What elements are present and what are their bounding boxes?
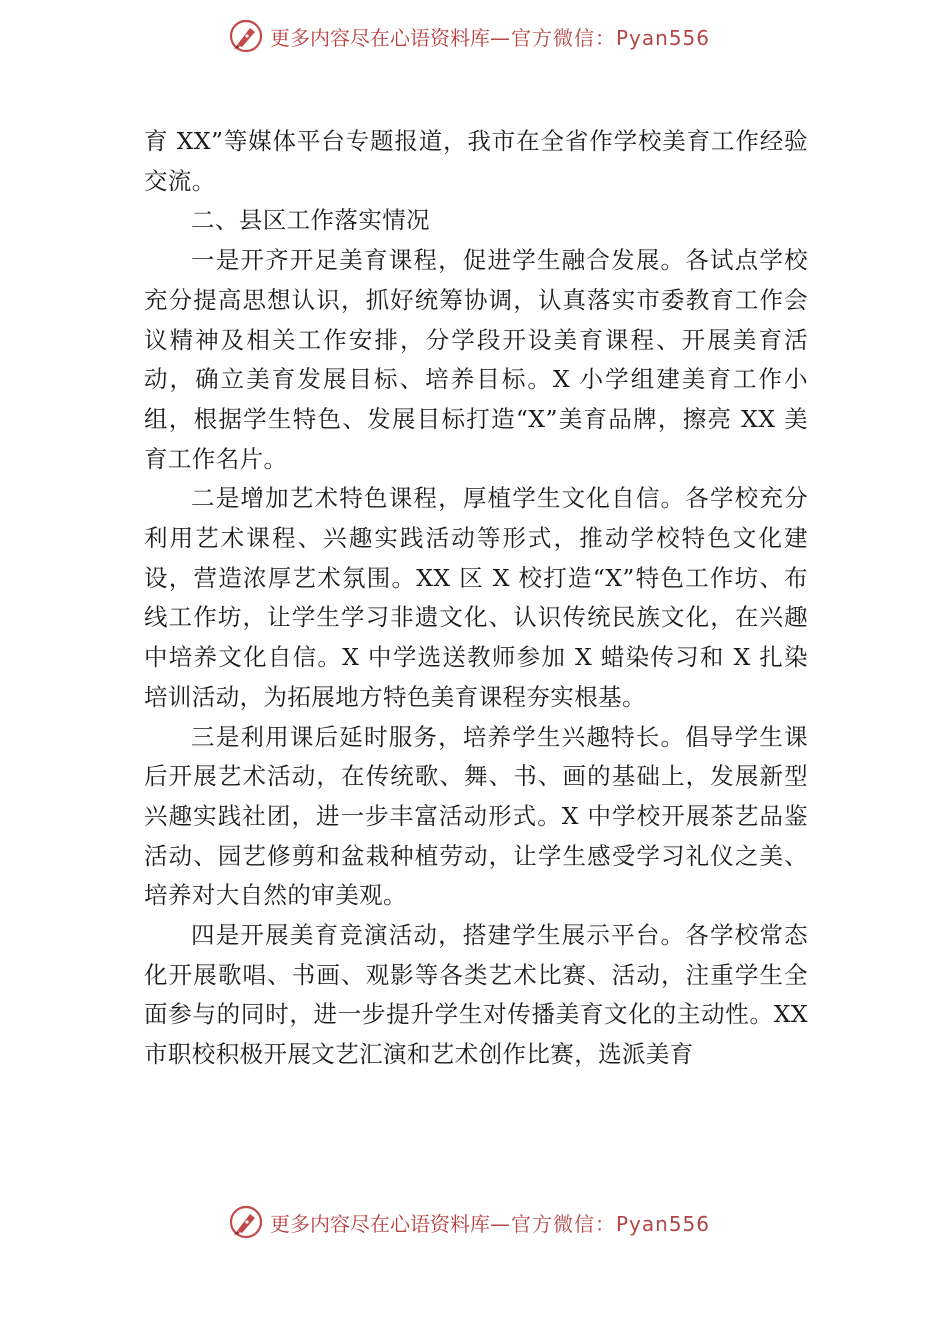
footer-watermark [228,1202,710,1242]
pen-nib-logo-icon [228,1204,264,1240]
paragraph: 一是开齐开足美育课程，促进学生融合发展。各试点学校充分提高思想认识，抓好统筹协调，认真落实市委教育工作会议精神及相关工作安排，分学段开设美育课程、开展美育活动，确立美育发展目标、培养目标。X 小学组建美育工作小组，根据学生特色、发展目标打造“X”美育品牌，擦亮 XX 美育工作名片。 [144,246,808,473]
paragraph: 三是利用课后延时服务，培养学生兴趣特长。倡导学生课后开展艺术活动，在传统歌、舞、书、画的基础上，发展新型兴趣实践社团，进一步丰富活动形式。X 中学校开展茶艺品鉴活动、园艺修剪和盆栽种植劳动，让学生感受学习礼仪之美、培养对大自然的审美观。 [144,722,808,910]
watermark-brand: 更多内容尽在心语资料库 [270,25,490,50]
watermark-contact: —官方微信：Pyan556 [490,1211,711,1236]
pen-nib-logo-icon [228,18,264,54]
section-heading: 二、县区工作落实情况 [191,206,430,235]
paragraph: 育 XX”等媒体平台专题报道，我市在全省作学校美育工作经验交流。 [144,127,808,195]
watermark-contact: —官方微信：Pyan556 [490,25,711,50]
document-body [144,122,808,1075]
paragraph: 二是增加艺术特色课程，厚植学生文化自信。各学校充分利用艺术课程、兴趣实践活动等形式，推动学校特色文化建设，营造浓厚艺术氛围。XX 区 X 校打造“X”特色工作坊、布线工作坊，让学生学习非遗文化、认识传统民族文化，在兴趣中培养文化自信。X 中学选送教师参加 X 蜡染传习和 X 扎染培训活动，为拓展地方特色美育课程夯实根基。 [144,484,808,711]
header-watermark [228,16,710,56]
paragraph: 四是开展美育竞演活动，搭建学生展示平台。各学校常态化开展歌唱、书画、观影等各类艺术比赛、活动，注重学生全面参与的同时，进一步提升学生对传播美育文化的主动性。XX 市职校积极开展文艺汇演和艺术创作比赛，选派美育 [144,921,808,1069]
watermark-brand: 更多内容尽在心语资料库 [270,1211,490,1236]
